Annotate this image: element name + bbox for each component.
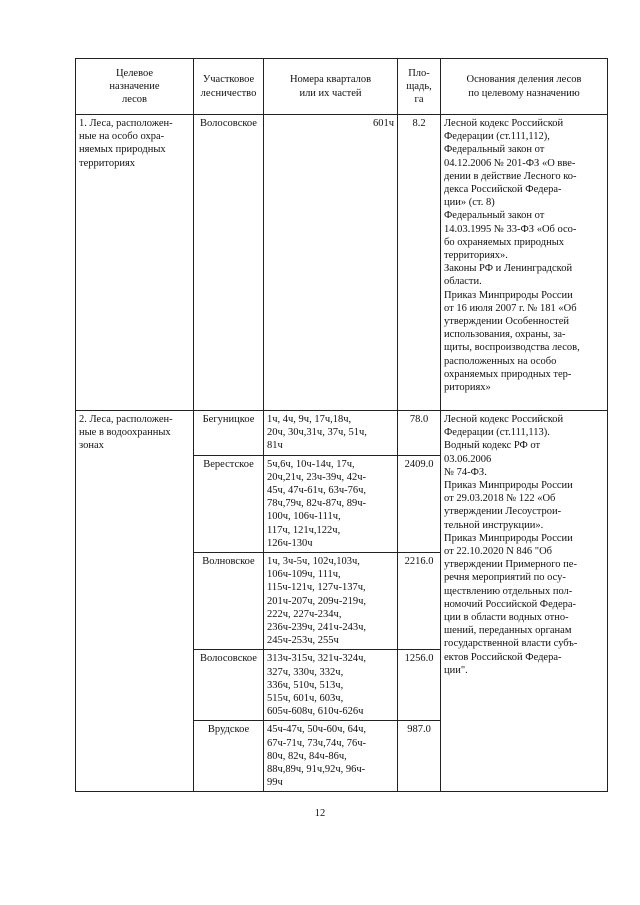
district-cell: Врудское xyxy=(194,721,264,792)
basis-cell: Лесной кодекс Российской Федерации (ст.111,112), Федеральный закон от 04.12.2006 № 201-ФЗ «О вве- дении в действие Лесного ко- декса Российской Федера- ции» (ст. 8) Федеральный закон от 14.03.1995 № 33-ФЗ «Об осо- бо охраняемых природных территориях». Законы РФ и Ленинградской области. Приказ Минприроды России от 16 июля 2007 г. № 181 «Об утверждении Особенностей использования, охраны, за- щиты, воспроизводства лесов, расположенных на особо охраняемых природных тер- риториях» xyxy=(441,115,608,411)
quarters-cell: 5ч,6ч, 10ч-14ч, 17ч, 20ч,21ч, 23ч-39ч, 42ч- 45ч, 47ч-61ч, 63ч-76ч, 78ч,79ч, 82ч-87ч, 89ч- 100ч, 106ч-111ч, 117ч, 121ч,122ч, 126ч-130ч xyxy=(264,455,398,552)
table-row xyxy=(76,411,608,456)
area-cell: 8.2 xyxy=(398,115,441,411)
quarters-cell: 45ч-47ч, 50ч-60ч, 64ч, 67ч-71ч, 73ч,74ч, 76ч- 80ч, 82ч, 84ч-86ч, 88ч,89ч, 91ч,92ч, 96ч- 99ч xyxy=(264,721,398,792)
table-header-row xyxy=(76,59,608,115)
header-area: Пло- щадь, га xyxy=(398,59,441,115)
header-quarters: Номера кварталов или их частей xyxy=(264,59,398,115)
table-row xyxy=(76,115,608,411)
area-cell: 987.0 xyxy=(398,721,441,792)
header-purpose: Целевое назначение лесов xyxy=(76,59,194,115)
purpose-cell: 1. Леса, расположен- ные на особо охра- няемых природных территориях xyxy=(76,115,194,411)
area-cell: 1256.0 xyxy=(398,650,441,721)
header-basis: Основания деления лесов по целевому назначению xyxy=(441,59,608,115)
district-cell: Верестское xyxy=(194,455,264,552)
quarters-cell: 601ч xyxy=(264,115,398,411)
header-district: Участковое лесничество xyxy=(194,59,264,115)
district-cell: Волновское xyxy=(194,553,264,650)
quarters-cell: 1ч, 3ч-5ч, 102ч,103ч, 106ч-109ч, 111ч, 115ч-121ч, 127ч-137ч, 201ч-207ч, 209ч-219ч, 222ч, 227ч-234ч, 236ч-239ч, 241ч-243ч, 245ч-253ч, 255ч xyxy=(264,553,398,650)
purpose-cell: 2. Леса, расположен- ные в водоохранных зонах xyxy=(76,411,194,792)
district-cell: Бегуницкое xyxy=(194,411,264,456)
forest-purpose-table xyxy=(75,58,608,792)
district-cell: Волосовское xyxy=(194,650,264,721)
area-cell: 78.0 xyxy=(398,411,441,456)
quarters-cell: 313ч-315ч, 321ч-324ч, 327ч, 330ч, 332ч, 336ч, 510ч, 513ч, 515ч, 601ч, 603ч, 605ч-608ч, 610ч-626ч xyxy=(264,650,398,721)
quarters-cell: 1ч, 4ч, 9ч, 17ч,18ч, 20ч, 30ч,31ч, 37ч, 51ч, 81ч xyxy=(264,411,398,456)
area-cell: 2409.0 xyxy=(398,455,441,552)
basis-cell: Лесной кодекс Российской Федерации (ст.111,113). Водный кодекс РФ от 03.06.2006 № 74-ФЗ. Приказ Минприроды России от 29.03.2018 № 122 «Об утверждении Лесоустрои- тельной инструкции». Приказ Минприроды России от 22.10.2020 N 846 "Об утверждении Примерного пе- речня мероприятий по осу- ществлению отдельных пол- номочий Российской Федера- ции в области водных отно- шений, переданных органам государственной власти субъ- ектов Российской Федера- ции". xyxy=(441,411,608,792)
page-number: 12 xyxy=(314,808,326,819)
district-cell: Волосовское xyxy=(194,115,264,411)
area-cell: 2216.0 xyxy=(398,553,441,650)
